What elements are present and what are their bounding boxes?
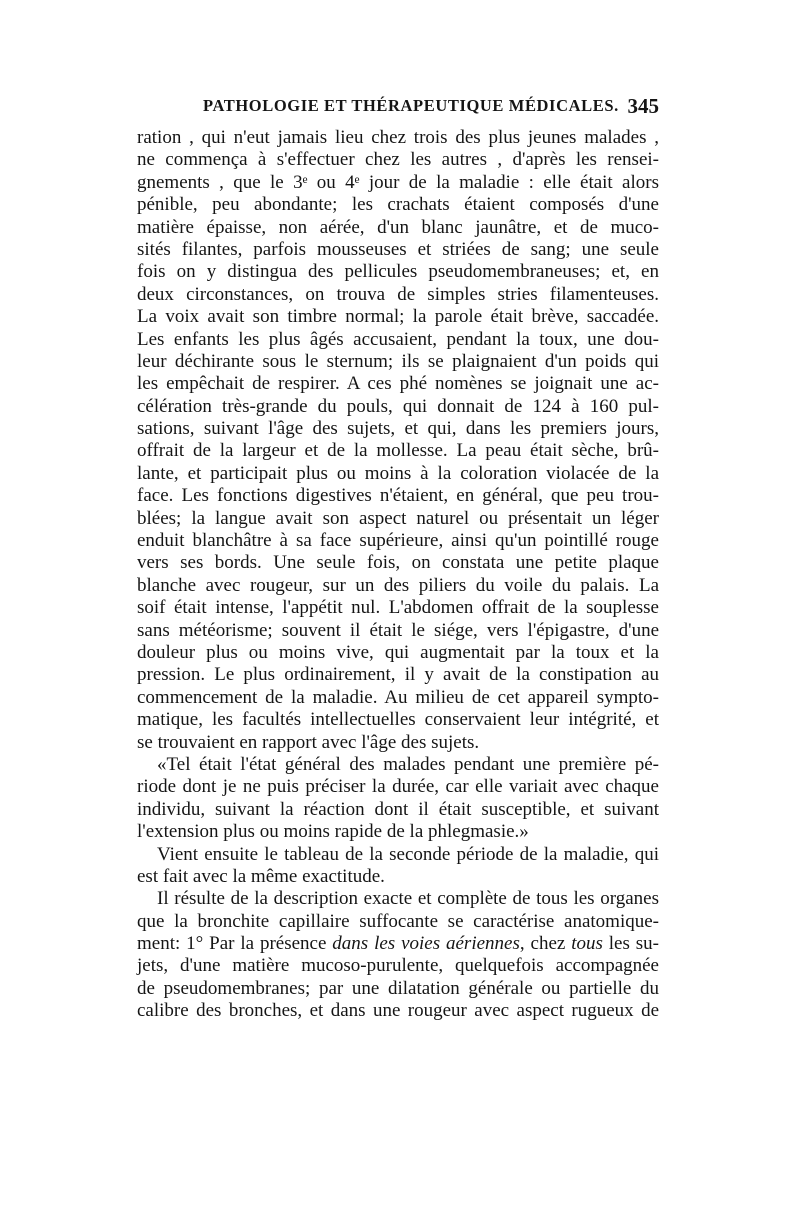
text-line: sans météorisme; souvent il était le siége, vers l'épigastre, d'une [137, 619, 659, 641]
text-line: matière épaisse, non aérée, d'un blanc jaunâtre, et de muco- [137, 216, 659, 238]
text-line: Les enfants les plus âgés accusaient, pendant la toux, une dou- [137, 328, 659, 350]
text-line: blanche avec rougeur, sur un des piliers du voile du palais. La [137, 574, 659, 596]
text-line: individu, suivant la réaction dont il était susceptible, et suivant [137, 798, 659, 820]
text-line: ne commença à s'effectuer chez les autres , d'après les rensei- [137, 149, 659, 171]
text-line: commencement de la maladie. Au milieu de cet appareil sympto- [137, 686, 659, 708]
text-line: douleur plus ou moins vive, qui augmentait par la toux et la [137, 641, 659, 663]
text-fragment: , chez [519, 933, 572, 955]
text-line: pression. Le plus ordinairement, il y avait de la constipation au [137, 664, 659, 686]
text-line: que la bronchite capillaire suffocante se caractérise anatomique- [137, 910, 659, 932]
italic-fragment: dans les voies aériennes [332, 933, 520, 955]
running-head: PATHOLOGIE ET THÉRAPEUTIQUE MÉDICALES. [203, 96, 619, 115]
text-line: deux circonstances, on trouva de simples stries filamenteuses. [137, 283, 659, 305]
text-line: jets, d'une matière mucoso-purulente, quelquefois accompagnée [137, 955, 659, 977]
text-line: leur déchirante sous le sternum; ils se plaignaient d'un poids qui [137, 350, 659, 372]
text-line: soif était intense, l'appétit nul. L'abdomen offrait de la souplesse [137, 597, 659, 619]
text-line: l'extension plus ou moins rapide de la phlegmasie.» [137, 821, 529, 843]
text-line: célération très-grande du pouls, qui donnait de 124 à 160 pul- [137, 395, 659, 417]
text-line: fois on y distingua des pellicules pseudomembraneuses; et, en [137, 261, 659, 283]
text-line: se trouvaient en rapport avec l'âge des sujets. [137, 731, 480, 753]
text-line: «Tel était l'état général des malades pendant une première pé- [157, 753, 659, 775]
body-text [137, 127, 659, 1023]
text-line: pénible, peu abondante; les crachats étaient composés d'une [137, 194, 659, 216]
text-line: blées; la langue avait son aspect naturel ou présentait un léger [137, 507, 659, 529]
text-line: sations, suivant l'âge des sujets, et qui, dans les premiers jours, [137, 418, 659, 440]
text-line: enduit blanchâtre à sa face supérieure, ainsi qu'un pointillé rouge [137, 530, 659, 552]
text-line: offrait de la largeur et de la mollesse. La peau était sèche, brû- [137, 440, 659, 462]
text-line: La voix avait son timbre normal; la parole était brève, saccadée. [137, 306, 659, 328]
text-line: face. Les fonctions digestives n'étaient, en général, que peu trou- [137, 485, 659, 507]
text-line: de pseudomembranes; par une dilatation générale ou partielle du [137, 977, 659, 999]
italic-fragment: tous [571, 933, 603, 955]
text-line: Il résulte de la description exacte et complète de tous les organes [157, 888, 659, 910]
text-line: riode dont je ne puis préciser la durée, car elle variait avec chaque [137, 776, 659, 798]
text-line: ration , qui n'eut jamais lieu chez trois des plus jeunes malades , [137, 127, 659, 148]
text-line: est fait avec la même exactitude. [137, 865, 385, 887]
text-line-mixed [137, 933, 659, 955]
page-header [137, 94, 659, 124]
text-line: les empêchait de respirer. A ces phé nomènes se joignait une ac- [137, 373, 659, 395]
text-line: calibre des bronches, et dans une rougeur avec aspect rugueux de [137, 1000, 659, 1022]
text-line: vers ses bords. Une seule fois, on constata une petite plaque [137, 552, 659, 574]
text-fragment: les su- [602, 933, 659, 955]
text-line: Vient ensuite le tableau de la seconde période de la maladie, qui [157, 843, 659, 865]
page-number: 345 [627, 94, 659, 118]
text-line: sités filantes, parfois mousseuses et striées de sang; une seule [137, 238, 659, 260]
text-line: matique, les facultés intellectuelles conservaient leur intégrité, et [137, 709, 659, 731]
text-fragment: ment: 1° Par la présence [137, 933, 333, 955]
text-line: lante, et participait plus ou moins à la coloration violacée de la [137, 462, 659, 484]
text-line: gnements , que le 3ᵉ ou 4ᵉ jour de la maladie : elle était alors [137, 171, 659, 193]
